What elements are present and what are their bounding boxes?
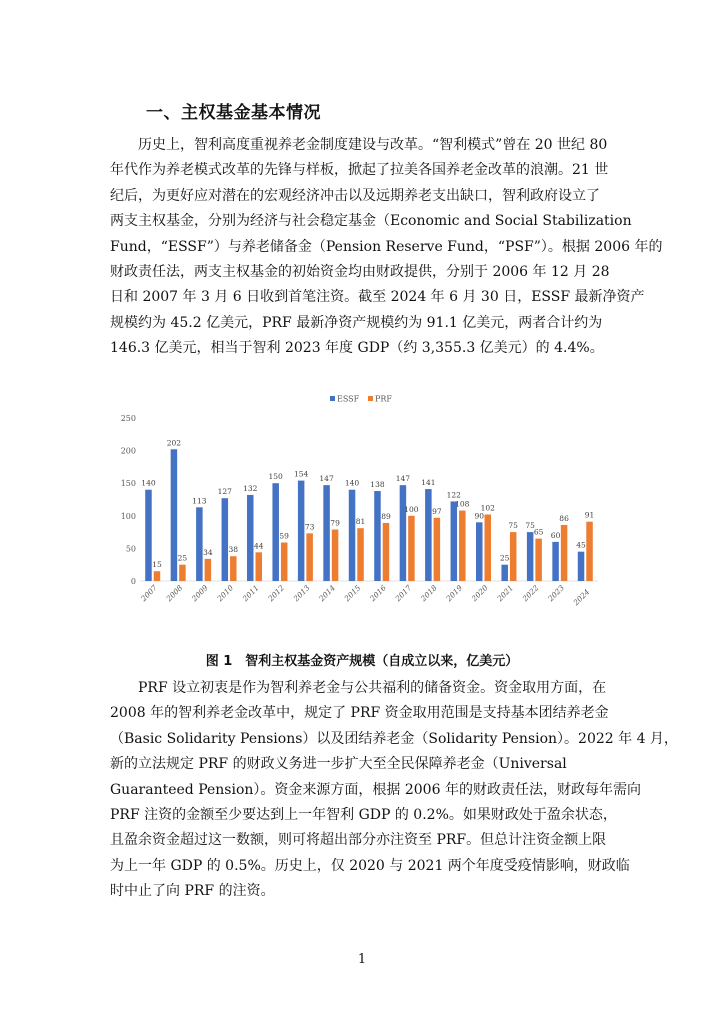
data-label-essf: 25: [499, 553, 510, 563]
x-tick-label: 2019: [444, 583, 465, 604]
bar-prf: [535, 539, 542, 581]
paragraph-line: PRF 设立初衷是作为智利养老金与公共福利的储备资金。资金取用方面，在: [138, 680, 607, 696]
bar-essf: [298, 481, 305, 581]
paragraph-line: 历史上，智利高度重视养老金制度建设与改革。“智利模式”曾在 20 世纪 80: [138, 137, 608, 153]
bar-prf: [561, 525, 568, 581]
bar-essf: [222, 498, 229, 581]
data-label-prf: 89: [381, 511, 391, 521]
data-label-essf: 147: [319, 474, 334, 484]
data-label-essf: 138: [370, 480, 385, 490]
x-tick-label: 2018: [418, 583, 439, 604]
paragraph-line: 且盈余资金超过这一数额，则可将超出部分亦注资至 PRF。但总计注资金额上限: [110, 832, 607, 849]
section-heading: 一、主权基金基本情况: [146, 103, 321, 123]
bar-prf: [383, 523, 390, 581]
y-tick-label: 0: [130, 577, 136, 586]
x-tick-label: 2020: [469, 583, 490, 604]
data-label-prf: 108: [455, 499, 470, 509]
data-label-prf: 75: [508, 521, 518, 531]
x-tick-label: 2009: [189, 583, 210, 604]
x-tick-label: 2010: [215, 583, 236, 604]
data-label-prf: 59: [279, 531, 289, 541]
x-tick-label: 2012: [266, 583, 287, 604]
bar-essf: [145, 490, 152, 581]
data-label-prf: 86: [559, 513, 569, 523]
data-label-essf: 154: [293, 469, 309, 479]
data-label-essf: 90: [474, 511, 485, 521]
bar-essf: [578, 552, 585, 581]
figure-caption: 图 1 智利主权基金资产规模（自成立以来，亿美元）: [205, 654, 519, 669]
data-label-essf: 141: [421, 478, 436, 488]
bar-essf: [476, 522, 483, 581]
paragraph-line: PRF 注资的金额至少要达到上一年智利 GDP 的 0.2%。如果财政处于盈余状态，: [110, 807, 617, 824]
data-label-prf: 102: [480, 503, 495, 513]
page-number: 1: [357, 952, 367, 967]
data-label-prf: 15: [152, 560, 162, 570]
bar-essf: [272, 483, 279, 581]
data-label-essf: 140: [344, 478, 360, 488]
bar-essf: [451, 501, 458, 581]
x-tick-label: 2014: [317, 583, 337, 604]
paragraph-line: 2008 年的智利养老金改革中，规定了 PRF 资金取用范围是支持基本团结养老金: [110, 705, 609, 722]
legend-label-prf: PRF: [375, 394, 392, 404]
data-label-essf: 202: [166, 438, 182, 448]
data-label-prf: 65: [533, 527, 544, 537]
bar-prf: [357, 528, 364, 581]
legend-swatch-essf: [330, 396, 335, 401]
paragraph-line: 日和 2007 年 3 月 6 日收到首笔注资。截至 2024 年 6 月 30 日，ESSF 最新净资产: [110, 289, 645, 306]
data-label-prf: 44: [253, 541, 264, 551]
bar-essf: [171, 449, 178, 581]
bar-essf: [552, 542, 559, 581]
x-tick-label: 2007: [139, 583, 159, 604]
bar-essf: [323, 485, 330, 581]
paragraph-line: 新的立法规定 PRF 的财政义务进一步扩大至全民保障养老金（Universal: [110, 756, 567, 773]
legend-swatch-prf: [368, 396, 373, 401]
y-tick-label: 150: [120, 479, 136, 489]
data-label-essf: 127: [217, 487, 232, 497]
data-label-prf: 97: [432, 506, 442, 516]
bar-essf: [349, 490, 356, 581]
fund-assets-bar-chart: [108, 392, 618, 642]
data-label-essf: 132: [243, 483, 258, 493]
data-label-prf: 100: [404, 504, 419, 514]
y-tick-label: 50: [125, 544, 136, 554]
data-label-prf: 73: [304, 522, 315, 532]
bar-essf: [527, 532, 534, 581]
x-tick-label: 2017: [393, 583, 414, 604]
paragraph-line: 为上一年 GDP 的 0.5%。历史上，仅 2020 与 2021 两个年度受疫情影响，财政临: [110, 857, 630, 874]
bar-essf: [247, 495, 254, 581]
bar-prf: [230, 556, 237, 581]
bar-prf: [154, 571, 161, 581]
x-tick-label: 2011: [240, 583, 261, 604]
paragraph-line: 纪后，为更好应对潜在的宏观经济冲击以及远期养老支出缺口，智利政府设立了: [110, 187, 600, 204]
x-tick-label: 2023: [546, 583, 566, 604]
paragraph-line: （Basic Solidarity Pensions）以及团结养老金（Solidarity Pension）。2022 年 4 月，: [110, 730, 678, 747]
bar-prf: [205, 559, 212, 581]
paragraph-line: 财政责任法，两支主权基金的初始资金均由财政提供，分别于 2006 年 12 月 28: [110, 264, 610, 281]
bar-prf: [256, 552, 263, 581]
intro-paragraph: [110, 133, 663, 362]
bar-prf: [281, 543, 288, 581]
bar-prf: [510, 532, 517, 581]
bar-essf: [196, 507, 203, 581]
y-tick-label: 200: [120, 446, 136, 456]
data-label-essf: 150: [268, 472, 283, 482]
paragraph-line: Fund，“ESSF”）与养老储备金（Pension Reserve Fund，“PSF”）。根据 2006 年的: [110, 238, 663, 255]
paragraph-line: 两支主权基金，分别为经济与社会稳定基金（Economic and Social Stabilization: [110, 213, 632, 230]
x-tick-label: 2024: [571, 587, 592, 608]
data-label-essf: 45: [576, 540, 586, 550]
x-tick-label: 2013: [291, 583, 312, 604]
data-label-prf: 79: [330, 518, 340, 528]
paragraph-line: Guaranteed Pension）。资金来源方面，根据 2006 年的财政责任法，财政每年需向: [110, 781, 641, 798]
data-label-essf: 60: [550, 530, 561, 540]
bar-essf: [425, 489, 432, 581]
bar-prf: [332, 529, 339, 581]
paragraph-line: 规模约为 45.2 亿美元，PRF 最新净资产规模约为 91.1 亿美元，两者合计约为: [110, 314, 603, 331]
x-tick-label: 2021: [495, 583, 516, 604]
bar-essf: [400, 485, 407, 581]
x-tick-label: 2015: [342, 583, 363, 604]
x-tick-label: 2022: [520, 583, 541, 604]
paragraph-line: 146.3 亿美元，相当于智利 2023 年度 GDP（约 3,355.3 亿美元）的 4.4%。: [110, 340, 604, 357]
bar-prf: [434, 518, 441, 581]
data-label-essf: 113: [192, 496, 207, 506]
y-tick-label: 100: [120, 511, 136, 521]
data-label-essf: 75: [525, 521, 535, 531]
bar-essf: [501, 565, 508, 581]
data-label-prf: 38: [228, 545, 239, 555]
data-label-prf: 34: [203, 547, 213, 557]
y-tick-label: 250: [120, 414, 136, 423]
paragraph-line: 时中止了向 PRF 的注资。: [110, 883, 275, 900]
paragraph-line: 年代作为养老模式改革的先锋与样板，掀起了拉美各国养老金改革的浪潮。21 世: [110, 162, 609, 179]
data-label-essf: 140: [141, 478, 156, 488]
data-label-prf: 81: [355, 517, 366, 527]
prf-paragraph: [110, 676, 678, 905]
bar-prf: [485, 514, 492, 581]
data-label-essf: 147: [395, 474, 411, 484]
data-label-essf: 122: [446, 490, 461, 500]
x-tick-label: 2016: [368, 583, 388, 604]
bar-prf: [179, 565, 186, 581]
bar-prf: [586, 522, 593, 581]
bar-essf: [374, 491, 381, 581]
data-label-prf: 91: [584, 510, 595, 520]
x-tick-label: 2008: [164, 583, 185, 604]
bar-prf: [408, 516, 415, 581]
bar-prf: [306, 533, 313, 581]
legend-label-essf: ESSF: [337, 394, 360, 404]
bar-prf: [459, 511, 466, 581]
data-label-prf: 25: [177, 553, 188, 563]
